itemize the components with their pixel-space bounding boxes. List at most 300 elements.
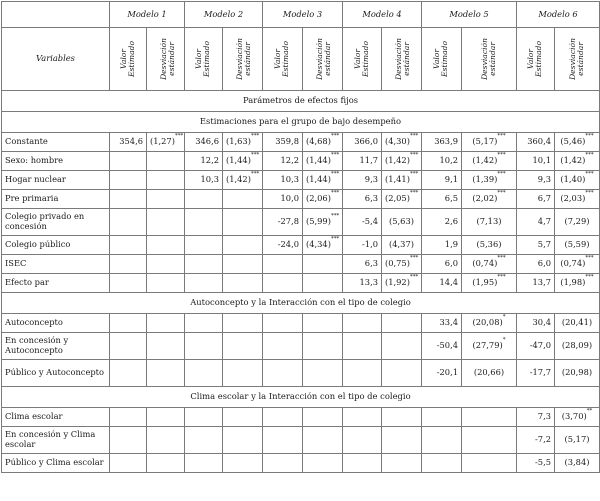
rotated-header-label <box>120 41 136 77</box>
estimate-value: 9,1 <box>422 171 462 190</box>
estimate-value: -1,0 <box>343 236 382 255</box>
estimate-value <box>263 314 303 333</box>
estimate-value <box>110 408 147 427</box>
significance-stars: * <box>502 337 506 344</box>
std-error-value: (5,17) <box>564 434 590 445</box>
std-error-value: (5,99) <box>306 216 331 227</box>
std-error-value: (3,70) <box>561 411 587 422</box>
std-error-cell <box>382 454 422 473</box>
estimate-value: 363,9 <box>422 133 462 152</box>
estimate-value <box>263 274 303 293</box>
header-label-line: Valor <box>273 48 283 69</box>
std-error-cell <box>147 427 185 454</box>
table-row <box>2 152 600 171</box>
estimate-value: 6,0 <box>517 255 555 274</box>
estimate-value: 354,6 <box>110 133 147 152</box>
header-label-line: Estimado <box>281 40 291 77</box>
std-error-cell <box>303 190 343 209</box>
row-label: Efecto par <box>2 274 110 293</box>
estimate-value <box>263 454 303 473</box>
significance-stars: *** <box>409 255 419 262</box>
desviacion-estandar-header <box>555 28 600 91</box>
std-error-cell <box>147 255 185 274</box>
model-3-header: Modelo 3 <box>263 2 343 28</box>
std-error-cell <box>462 314 517 333</box>
significance-stars: *** <box>497 190 506 197</box>
std-error-cell <box>223 314 263 333</box>
significance-stars: *** <box>497 274 506 281</box>
std-error-cell <box>223 333 263 360</box>
std-error-value: (1,92) <box>385 277 410 288</box>
std-error-cell <box>382 360 422 387</box>
std-error-cell <box>555 427 600 454</box>
row-label: Clima escolar <box>2 408 110 427</box>
estimate-value: -50,4 <box>422 333 462 360</box>
significance-stars: * <box>502 314 506 321</box>
std-error-cell <box>303 133 343 152</box>
section-low-performance: Estimaciones para el grupo de bajo desempeño <box>2 112 600 133</box>
std-error-value: (5,17) <box>472 136 498 147</box>
std-error-cell <box>462 152 517 171</box>
estimate-value <box>343 314 382 333</box>
std-error-cell <box>382 133 422 152</box>
std-error-cell <box>223 209 263 236</box>
significance-stars: *** <box>497 133 506 140</box>
valor-estimado-header <box>343 28 382 91</box>
std-error-cell <box>303 255 343 274</box>
table-row <box>2 236 600 255</box>
valor-estimado-header <box>263 28 303 91</box>
valor-estimado-header <box>422 28 462 91</box>
significance-stars: *** <box>409 152 419 159</box>
header-label-line: Desviación <box>314 37 324 80</box>
estimate-value <box>343 333 382 360</box>
std-error-value: (2,06) <box>306 193 331 204</box>
header-label-line: estándar <box>576 41 585 76</box>
std-error-value: (1,44) <box>226 155 251 166</box>
row-label: Sexo: hombre <box>2 152 110 171</box>
std-error-value: (2,05) <box>385 193 410 204</box>
std-error-cell <box>382 408 422 427</box>
std-error-cell <box>147 274 185 293</box>
std-error-cell <box>147 333 185 360</box>
estimate-value: -27,8 <box>263 209 303 236</box>
std-error-cell <box>303 427 343 454</box>
estimate-value: -20,1 <box>422 360 462 387</box>
estimate-value <box>185 236 223 255</box>
row-label: Autoconcepto <box>2 314 110 333</box>
std-error-value: (28,09) <box>561 340 593 351</box>
std-error-value: (20,98) <box>561 367 593 378</box>
std-error-cell <box>147 152 185 171</box>
row-label: Público y Autoconcepto <box>2 360 110 387</box>
estimate-value <box>110 209 147 236</box>
estimate-value <box>343 454 382 473</box>
significance-stars: *** <box>250 171 260 178</box>
significance-stars: *** <box>585 152 594 159</box>
rotated-header-label <box>569 38 585 80</box>
model-1-header: Modelo 1 <box>110 2 185 28</box>
std-error-value: (1,39) <box>472 174 498 185</box>
table-row <box>2 171 600 190</box>
std-error-cell <box>382 209 422 236</box>
rotated-header-label <box>160 38 176 80</box>
std-error-value: (7,29) <box>564 216 590 227</box>
std-error-cell <box>303 454 343 473</box>
std-error-value: (1,95) <box>472 277 498 288</box>
header-label-line: estándar <box>401 41 411 76</box>
std-error-cell <box>555 454 600 473</box>
estimate-value <box>185 454 223 473</box>
std-error-value: (20,08) <box>472 317 503 328</box>
estimate-value: 9,3 <box>343 171 382 190</box>
table-row <box>2 314 600 333</box>
section-row <box>2 387 600 408</box>
std-error-cell <box>303 236 343 255</box>
header-label-line: estándar <box>166 41 176 76</box>
std-error-value: (5,63) <box>389 216 414 227</box>
significance-stars: *** <box>409 274 419 281</box>
estimate-value <box>110 427 147 454</box>
estimate-value: 9,3 <box>517 171 555 190</box>
estimate-value: 2,6 <box>422 209 462 236</box>
std-error-value: (1,41) <box>385 174 410 185</box>
estimate-value <box>185 408 223 427</box>
header-label-line: Desviación <box>393 37 403 80</box>
estimate-value <box>110 314 147 333</box>
std-error-cell <box>382 314 422 333</box>
model-header-row <box>2 2 600 28</box>
std-error-cell <box>223 454 263 473</box>
estimate-value <box>185 255 223 274</box>
estimate-value: 12,2 <box>263 152 303 171</box>
row-label: ISEC <box>2 255 110 274</box>
estimate-value <box>343 408 382 427</box>
table-row <box>2 274 600 293</box>
row-label: Hogar nuclear <box>2 171 110 190</box>
model-2-header: Modelo 2 <box>185 2 263 28</box>
significance-stars: *** <box>330 190 340 197</box>
estimate-value: 6,0 <box>422 255 462 274</box>
significance-stars: *** <box>250 152 260 159</box>
row-label: En concesión y Clima escolar <box>2 427 110 454</box>
std-error-value: (1,42) <box>385 155 410 166</box>
significance-stars: *** <box>585 171 594 178</box>
significance-stars: *** <box>409 171 419 178</box>
estimate-value <box>185 333 223 360</box>
header-label-line: Valor <box>526 48 536 69</box>
table-row <box>2 333 600 360</box>
estimate-value: 10,3 <box>185 171 223 190</box>
estimate-value <box>263 255 303 274</box>
table-row <box>2 209 600 236</box>
std-error-cell <box>555 333 600 360</box>
rotated-header-label <box>481 38 497 80</box>
estimate-value: -5,4 <box>343 209 382 236</box>
estimate-value: 14,4 <box>422 274 462 293</box>
table-row <box>2 454 600 473</box>
estimate-value: -47,0 <box>517 333 555 360</box>
table-row <box>2 133 600 152</box>
std-error-cell <box>462 427 517 454</box>
std-error-value: (1,63) <box>226 136 251 147</box>
estimate-value <box>263 408 303 427</box>
std-error-cell <box>147 133 185 152</box>
std-error-cell <box>303 152 343 171</box>
estimate-value: 10,3 <box>263 171 303 190</box>
std-error-cell <box>223 427 263 454</box>
std-error-value: (1,98) <box>560 277 586 288</box>
table-row <box>2 360 600 387</box>
significance-stars: *** <box>174 133 184 140</box>
estimate-value <box>422 408 462 427</box>
std-error-cell <box>303 274 343 293</box>
estimate-value <box>185 209 223 236</box>
estimate-value: 6,3 <box>343 255 382 274</box>
variables-header: Variables <box>2 28 110 91</box>
header-label-line: Estimado <box>361 40 370 77</box>
estimate-value <box>110 274 147 293</box>
row-label: Pre primaria <box>2 190 110 209</box>
std-error-cell <box>147 190 185 209</box>
std-error-cell <box>462 133 517 152</box>
estimate-value: 6,3 <box>343 190 382 209</box>
section-row <box>2 293 600 314</box>
std-error-cell <box>303 171 343 190</box>
estimate-value: 4,7 <box>517 209 555 236</box>
estimate-value <box>185 274 223 293</box>
std-error-cell <box>382 274 422 293</box>
significance-stars: *** <box>585 133 594 140</box>
header-label-line: estándar <box>488 41 497 76</box>
std-error-cell <box>303 333 343 360</box>
std-error-cell <box>555 274 600 293</box>
significance-stars: *** <box>497 171 506 178</box>
std-error-cell <box>555 133 600 152</box>
section-autoconcept: Autoconcepto y la Interacción con el tipo de colegio <box>2 293 600 314</box>
rotated-header-label <box>395 38 411 80</box>
estimate-value: 12,2 <box>185 152 223 171</box>
std-error-value: (0,75) <box>385 258 410 269</box>
std-error-cell <box>555 236 600 255</box>
header-label-line: Desviación <box>568 37 578 80</box>
std-error-cell <box>382 152 422 171</box>
std-error-value: (5,36) <box>476 239 502 250</box>
std-error-value: (1,42) <box>560 155 586 166</box>
desviacion-estandar-header <box>223 28 263 91</box>
desviacion-estandar-header <box>303 28 343 91</box>
std-error-value: (4,68) <box>306 136 331 147</box>
estimate-value <box>185 190 223 209</box>
row-label: Constante <box>2 133 110 152</box>
estimate-value: 13,3 <box>343 274 382 293</box>
std-error-value: (2,02) <box>472 193 498 204</box>
std-error-value: (4,30) <box>385 136 410 147</box>
desviacion-estandar-header <box>147 28 185 91</box>
header-label-line: Desviación <box>480 37 490 80</box>
rotated-header-label <box>434 41 450 77</box>
significance-stars: *** <box>585 190 594 197</box>
std-error-cell <box>303 314 343 333</box>
estimate-value <box>263 360 303 387</box>
estimate-value: 13,7 <box>517 274 555 293</box>
model-4-header: Modelo 4 <box>343 2 422 28</box>
std-error-cell <box>223 133 263 152</box>
header-label-line: Estimado <box>534 40 544 77</box>
significance-stars: *** <box>330 133 340 140</box>
std-error-cell <box>382 171 422 190</box>
header-label-line: estándar <box>242 41 252 76</box>
std-error-cell <box>555 171 600 190</box>
std-error-cell <box>303 209 343 236</box>
estimate-value <box>422 454 462 473</box>
std-error-cell <box>147 408 185 427</box>
significance-stars: *** <box>330 171 340 178</box>
std-error-cell <box>223 255 263 274</box>
rotated-header-label <box>196 41 212 77</box>
significance-stars: *** <box>409 190 419 197</box>
estimate-value: 30,4 <box>517 314 555 333</box>
header-label-line: estándar <box>322 41 332 76</box>
std-error-cell <box>462 255 517 274</box>
std-error-cell <box>555 190 600 209</box>
std-error-value: (7,13) <box>476 216 502 227</box>
std-error-cell <box>223 274 263 293</box>
table-row <box>2 408 600 427</box>
std-error-value: (1,27) <box>150 136 175 147</box>
estimate-value <box>263 333 303 360</box>
significance-stars: ** <box>586 408 593 415</box>
rotated-header-label <box>528 41 544 77</box>
std-error-value: (1,44) <box>306 174 331 185</box>
estimate-value <box>343 427 382 454</box>
section-fixed-effects: Parámetros de efectos fijos <box>2 91 600 112</box>
desviacion-estandar-header <box>462 28 517 91</box>
std-error-cell <box>147 171 185 190</box>
estimate-value <box>110 255 147 274</box>
std-error-cell <box>223 152 263 171</box>
std-error-cell <box>555 255 600 274</box>
estimate-value: -7,2 <box>517 427 555 454</box>
valor-estimado-header <box>110 28 147 91</box>
estimate-value: 10,2 <box>422 152 462 171</box>
model-5-header: Modelo 5 <box>422 2 517 28</box>
significance-stars: *** <box>330 236 340 243</box>
std-error-cell <box>223 171 263 190</box>
estimate-value <box>185 427 223 454</box>
std-error-cell <box>462 360 517 387</box>
estimate-value <box>185 314 223 333</box>
std-error-cell <box>147 360 185 387</box>
std-error-value: (20,66) <box>473 367 505 378</box>
valor-estimado-header <box>517 28 555 91</box>
significance-stars: *** <box>497 152 506 159</box>
estimate-value <box>343 360 382 387</box>
std-error-cell <box>555 314 600 333</box>
std-error-cell <box>462 408 517 427</box>
std-error-cell <box>555 360 600 387</box>
row-label: Colegio privado en concesión <box>2 209 110 236</box>
estimate-value: 366,0 <box>343 133 382 152</box>
estimate-value: 5,7 <box>517 236 555 255</box>
rotated-header-label <box>316 38 332 80</box>
estimate-value <box>263 427 303 454</box>
std-error-value: (27,79) <box>472 340 503 351</box>
std-error-value: (2,03) <box>560 193 586 204</box>
std-error-cell <box>462 454 517 473</box>
std-error-value: (0,74) <box>472 258 498 269</box>
std-error-value: (5,46) <box>560 136 586 147</box>
table-row <box>2 255 600 274</box>
std-error-cell <box>223 236 263 255</box>
header-label-line: Desviación <box>158 37 168 80</box>
std-error-cell <box>147 209 185 236</box>
std-error-cell <box>223 408 263 427</box>
header-label-line: Valor <box>119 48 129 69</box>
estimate-value <box>110 454 147 473</box>
header-label-line: Estimado <box>127 40 137 77</box>
estimate-value: 360,4 <box>517 133 555 152</box>
header-label-line: Valor <box>353 48 363 69</box>
estimate-value <box>422 427 462 454</box>
estimate-value: 1,9 <box>422 236 462 255</box>
std-error-cell <box>555 209 600 236</box>
header-label-line: Estimado <box>202 40 212 77</box>
estimate-value: 10,0 <box>263 190 303 209</box>
subheader-row <box>2 28 600 91</box>
estimate-value: -17,7 <box>517 360 555 387</box>
header-label-line: Desviación <box>234 37 244 80</box>
std-error-value: (1,40) <box>560 174 586 185</box>
std-error-value: (1,42) <box>472 155 498 166</box>
std-error-value: (1,42) <box>226 174 251 185</box>
estimate-value <box>110 333 147 360</box>
section-climate: Clima escolar y la Interacción con el tipo de colegio <box>2 387 600 408</box>
std-error-cell <box>462 274 517 293</box>
std-error-cell <box>555 408 600 427</box>
std-error-cell <box>303 360 343 387</box>
std-error-cell <box>147 314 185 333</box>
std-error-value: (1,44) <box>306 155 331 166</box>
std-error-cell <box>147 454 185 473</box>
rotated-header-label <box>275 41 291 77</box>
std-error-cell <box>462 209 517 236</box>
std-error-value: (20,41) <box>561 317 593 328</box>
table-row <box>2 427 600 454</box>
significance-stars: *** <box>585 255 594 262</box>
row-label: En concesión y Autoconcepto <box>2 333 110 360</box>
estimate-value: 11,7 <box>343 152 382 171</box>
estimate-value <box>110 152 147 171</box>
estimate-value <box>110 236 147 255</box>
std-error-cell <box>382 255 422 274</box>
header-label-line: Valor <box>194 48 204 69</box>
estimate-value <box>110 171 147 190</box>
table-row <box>2 190 600 209</box>
std-error-cell <box>462 190 517 209</box>
estimate-value <box>110 190 147 209</box>
significance-stars: *** <box>330 213 340 220</box>
std-error-value: (3,84) <box>564 457 590 468</box>
std-error-cell <box>382 427 422 454</box>
row-label: Público y Clima escolar <box>2 454 110 473</box>
std-error-value: (5,59) <box>564 239 590 250</box>
std-error-cell <box>555 152 600 171</box>
std-error-value: (4,37) <box>389 239 414 250</box>
section-row <box>2 112 600 133</box>
std-error-cell <box>462 171 517 190</box>
estimate-value: -24,0 <box>263 236 303 255</box>
